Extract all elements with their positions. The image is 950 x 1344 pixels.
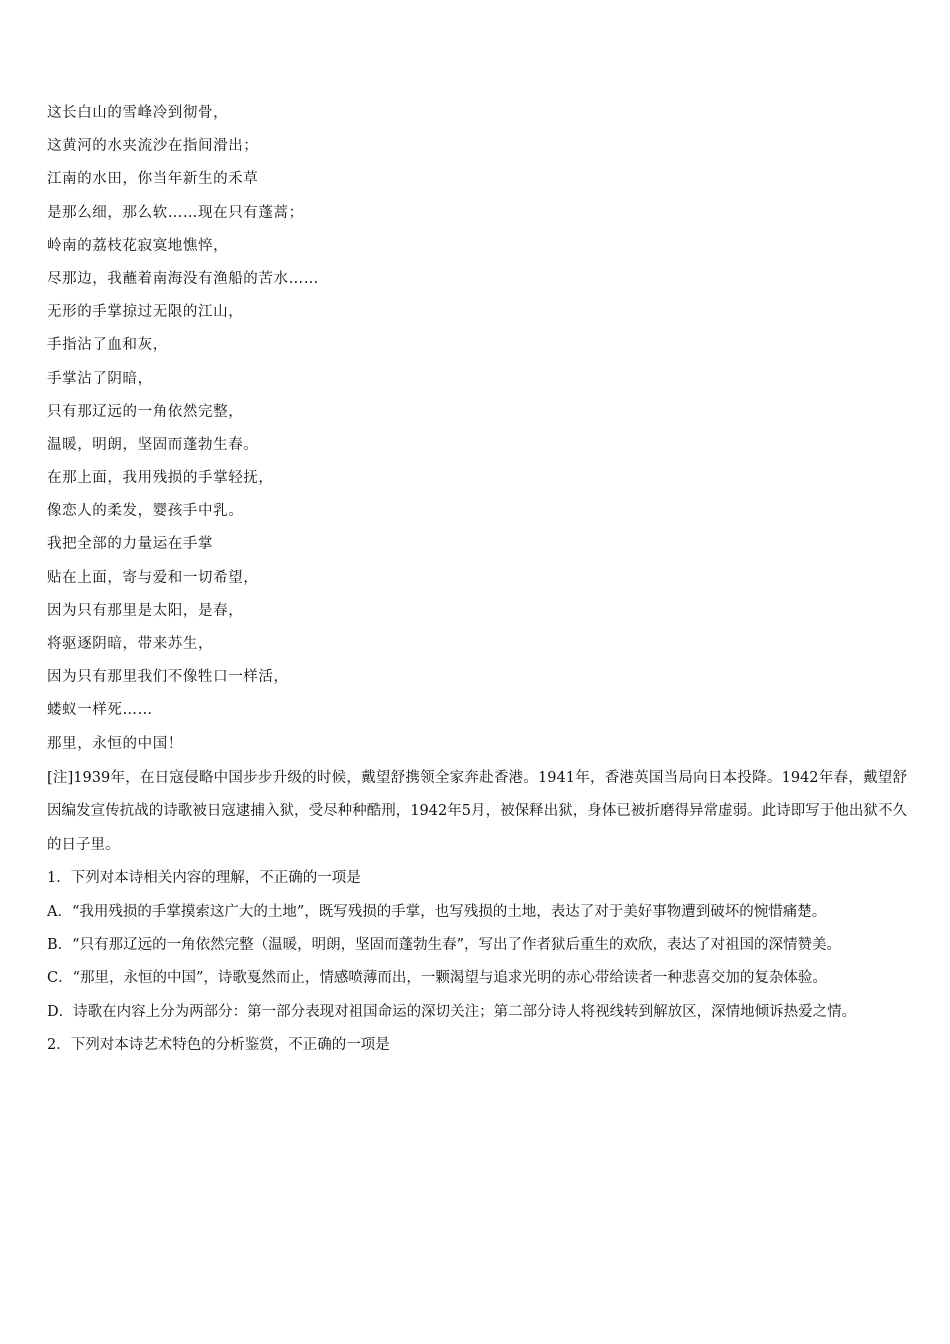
poem-line: 贴在上面，寄与爱和一切希望，: [47, 569, 259, 586]
question-1-option-c: C．“那里，永恒的中国”，诗歌戛然而止，情感喷薄而出，一颗渴望与追求光明的赤心带给读者一种悲喜交加的复杂体验。: [47, 970, 827, 987]
prose-section: [47, 762, 907, 1063]
annotation-note: [注]1939年，在日寇侵略中国步步升级的时候，戴望舒携领全家奔赴香港。1941年，香港英国当局向日本投降。1942年春，戴望舒因编发宣传抗战的诗歌被日寇逮捕入狱，受尽种种酷刑，1942年5月，被保释出狱，身体已被折磨得异常虚弱。此诗即写于他出狱不久的日子里。: [47, 770, 907, 853]
poem-line: 这黄河的水夹流沙在指间滑出；: [47, 138, 259, 155]
poem-line: 尽那边，我蘸着南海没有渔船的苦水……: [47, 270, 319, 287]
poem-line: 岭南的荔枝花寂寞地憔悴，: [47, 237, 229, 254]
poem-line: 我把全部的力量运在手掌: [47, 536, 214, 553]
poem-line: 无形的手掌掠过无限的江山，: [47, 304, 244, 321]
poem-line: 只有那辽远的一角依然完整，: [47, 403, 244, 420]
poem-line: 将驱逐阴暗，带来苏生，: [47, 636, 214, 652]
poem-line: 手掌沾了阴暗，: [47, 370, 153, 387]
question-2-stem: 2．下列对本诗艺术特色的分析鉴赏，不正确的一项是: [47, 1037, 390, 1054]
poem-line: 手指沾了血和灰，: [47, 337, 168, 354]
poem-line: 在那上面，我用残损的手掌轻抚，: [47, 470, 274, 487]
poem-line: 江南的水田，你当年新生的禾草: [47, 171, 259, 188]
poem-line: 因为只有那里是太阳，是春，: [47, 602, 244, 619]
poem: [47, 97, 907, 761]
poem-line: 因为只有那里我们不像牲口一样活，: [47, 669, 289, 686]
poem-line: 像恋人的柔发，婴孩手中乳。: [47, 503, 244, 520]
question-1-option-b: B．“只有那辽远的一角依然完整（温暖，明朗，坚固而蓬勃生春”，写出了作者狱后重生的欢欣，表达了对祖国的深情赞美。: [47, 937, 841, 954]
poem-line: 是那么细，那么软……现在只有蓬蒿；: [47, 204, 304, 221]
question-1-option-d: D．诗歌在内容上分为两部分：第一部分表现对祖国命运的深切关注；第二部分诗人将视线转到解放区，深情地倾诉热爱之情。: [47, 1003, 857, 1020]
question-1-stem: 1．下列对本诗相关内容的理解，不正确的一项是: [47, 870, 361, 887]
poem-line: 那里，永恒的中国！: [47, 735, 183, 752]
poem-line: 温暖，明朗，坚固而蓬勃生春。: [47, 436, 259, 453]
poem-line: 这长白山的雪峰冷到彻骨，: [47, 105, 229, 121]
poem-line: 蝼蚁一样死……: [47, 702, 153, 719]
question-1-option-a: A．“我用残损的手掌摸索这广大的土地”，既写残损的手掌，也写残损的土地，表达了对于美好事物遭到破坏的惋惜痛楚。: [47, 903, 827, 920]
